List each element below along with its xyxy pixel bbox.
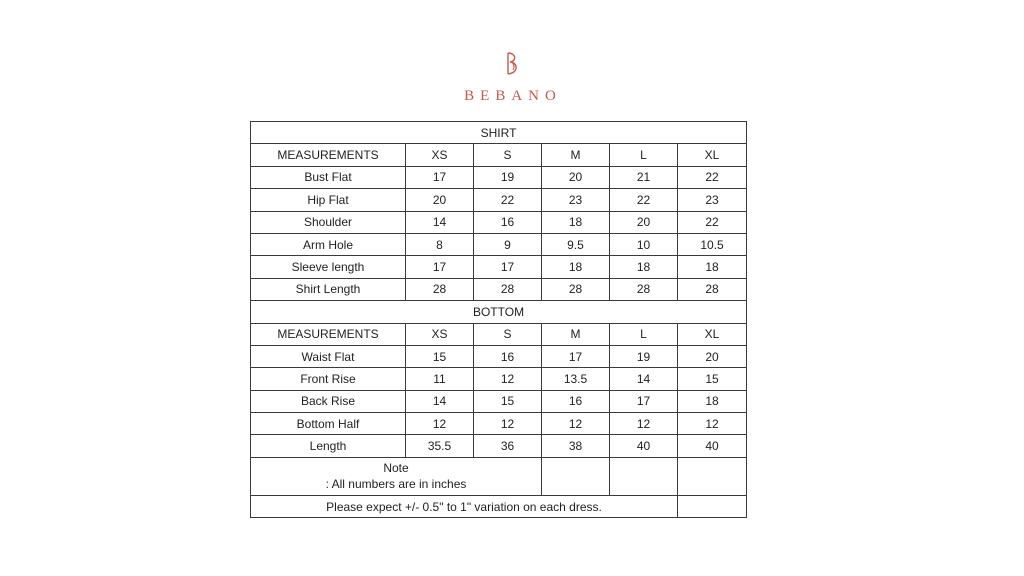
shirt-section-title: SHIRT <box>251 122 747 144</box>
measurement-value: 18 <box>542 256 610 278</box>
table-row <box>251 278 747 300</box>
bottom-header-row <box>251 323 747 345</box>
measurement-value: 14 <box>406 211 474 233</box>
measurement-value: 13.5 <box>542 368 610 390</box>
bottom-header-cell: M <box>542 323 610 345</box>
measurement-value: 35.5 <box>406 435 474 457</box>
measurement-value: 20 <box>542 166 610 188</box>
measurement-value: 18 <box>678 390 747 412</box>
note-title: Note <box>383 461 409 476</box>
bottom-header-cell: MEASUREMENTS <box>251 323 406 345</box>
brand-logo <box>0 50 1024 78</box>
bottom-header-cell: XL <box>678 323 747 345</box>
measurement-value: 12 <box>474 368 542 390</box>
note-row <box>251 457 747 495</box>
measurement-value: 12 <box>406 413 474 435</box>
shirt-header-cell: S <box>474 144 542 166</box>
measurement-label: Front Rise <box>251 368 406 390</box>
measurement-label: Hip Flat <box>251 189 406 211</box>
measurement-value: 19 <box>474 166 542 188</box>
measurement-value: 18 <box>678 256 747 278</box>
measurement-value: 8 <box>406 233 474 255</box>
measurement-value: 17 <box>474 256 542 278</box>
measurement-value: 28 <box>678 278 747 300</box>
measurement-value: 17 <box>542 345 610 367</box>
measurement-value: 36 <box>474 435 542 457</box>
shirt-header-cell: XS <box>406 144 474 166</box>
bottom-header-cell: S <box>474 323 542 345</box>
measurement-value: 9.5 <box>542 233 610 255</box>
measurement-value: 16 <box>542 390 610 412</box>
shirt-header-cell: L <box>610 144 678 166</box>
measurement-value: 19 <box>610 345 678 367</box>
shirt-header-row <box>251 144 747 166</box>
note-cell <box>251 457 542 495</box>
measurement-value: 10.5 <box>678 233 747 255</box>
brand-name: BEBANO <box>464 88 562 104</box>
empty-cell <box>610 457 678 495</box>
measurement-value: 22 <box>678 211 747 233</box>
table-row <box>251 435 747 457</box>
measurement-value: 22 <box>678 166 747 188</box>
measurement-value: 12 <box>610 413 678 435</box>
measurement-label: Bottom Half <box>251 413 406 435</box>
measurement-value: 22 <box>474 189 542 211</box>
table-row <box>251 166 747 188</box>
measurement-value: 20 <box>678 345 747 367</box>
table-row <box>251 211 747 233</box>
shirt-header-cell: XL <box>678 144 747 166</box>
measurement-value: 20 <box>406 189 474 211</box>
table-row <box>251 390 747 412</box>
table-row <box>251 368 747 390</box>
measurement-label: Shirt Length <box>251 278 406 300</box>
measurement-value: 14 <box>610 368 678 390</box>
measurement-value: 28 <box>406 278 474 300</box>
measurement-value: 11 <box>406 368 474 390</box>
measurement-label: Sleeve length <box>251 256 406 278</box>
measurement-value: 12 <box>474 413 542 435</box>
measurement-value: 21 <box>610 166 678 188</box>
measurement-value: 16 <box>474 345 542 367</box>
bottom-section-title-row <box>251 301 747 323</box>
measurement-value: 28 <box>474 278 542 300</box>
measurement-value: 17 <box>610 390 678 412</box>
bottom-section-title: BOTTOM <box>251 301 747 323</box>
measurement-value: 18 <box>610 256 678 278</box>
measurement-label: Waist Flat <box>251 345 406 367</box>
empty-cell <box>542 457 610 495</box>
measurement-value: 23 <box>542 189 610 211</box>
measurement-value: 23 <box>678 189 747 211</box>
shirt-header-cell: M <box>542 144 610 166</box>
measurement-value: 28 <box>542 278 610 300</box>
size-chart-table <box>250 121 747 518</box>
measurement-value: 17 <box>406 256 474 278</box>
measurement-value: 40 <box>610 435 678 457</box>
measurement-label: Length <box>251 435 406 457</box>
measurement-value: 18 <box>542 211 610 233</box>
bottom-header-cell: L <box>610 323 678 345</box>
measurement-value: 20 <box>610 211 678 233</box>
shirt-header-cell: MEASUREMENTS <box>251 144 406 166</box>
measurement-value: 28 <box>610 278 678 300</box>
measurement-value: 15 <box>406 345 474 367</box>
measurement-label: Shoulder <box>251 211 406 233</box>
table-row <box>251 413 747 435</box>
measurement-value: 17 <box>406 166 474 188</box>
measurement-label: Bust Flat <box>251 166 406 188</box>
measurement-value: 15 <box>678 368 747 390</box>
variation-row <box>251 495 747 517</box>
note-units: : All numbers are in inches <box>325 477 467 492</box>
measurement-value: 15 <box>474 390 542 412</box>
variation-note: Please expect +/- 0.5" to 1" variation on each dress. <box>251 495 678 517</box>
measurement-value: 16 <box>474 211 542 233</box>
measurement-value: 9 <box>474 233 542 255</box>
table-row <box>251 345 747 367</box>
bottom-header-cell: XS <box>406 323 474 345</box>
measurement-value: 10 <box>610 233 678 255</box>
measurement-value: 12 <box>542 413 610 435</box>
measurement-value: 22 <box>610 189 678 211</box>
shirt-section-title-row <box>251 122 747 144</box>
measurement-label: Back Rise <box>251 390 406 412</box>
measurement-value: 40 <box>678 435 747 457</box>
measurement-value: 38 <box>542 435 610 457</box>
empty-cell <box>678 457 747 495</box>
table-row <box>251 256 747 278</box>
measurement-value: 14 <box>406 390 474 412</box>
measurement-value: 12 <box>678 413 747 435</box>
empty-cell <box>678 495 747 517</box>
measurement-label: Arm Hole <box>251 233 406 255</box>
bebano-b-monogram-icon <box>503 50 521 78</box>
table-row <box>251 233 747 255</box>
table-row <box>251 189 747 211</box>
